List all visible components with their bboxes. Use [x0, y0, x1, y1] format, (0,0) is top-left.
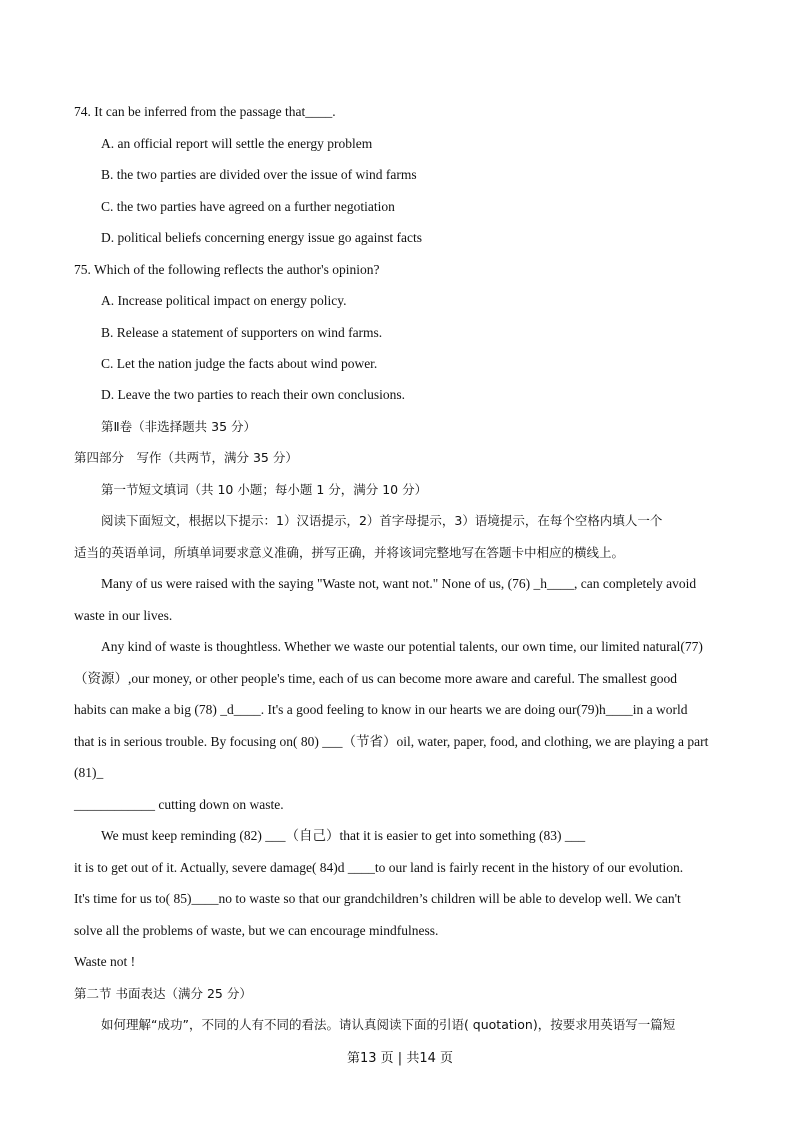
passage-line: （资源）,our money, or other people's time, each of us can become more aware and careful. The smallest good [74, 671, 677, 686]
q74-stem: 74. It can be inferred from the passage that____. [74, 104, 336, 119]
q74-option-c: C. the two parties have agreed on a further negotiation [101, 199, 395, 214]
passage-line: ____________ cutting down on waste. [74, 797, 284, 812]
passage-line: waste in our lives. [74, 608, 173, 623]
volume-2-heading: 第Ⅱ卷（非选择题共 35 分） [101, 419, 257, 434]
q74-option-b: B. the two parties are divided over the issue of wind farms [101, 167, 417, 182]
passage-line: We must keep reminding (82) ___（自己）that it is easier to get into something (83) ___ [101, 828, 586, 843]
passage-line: Any kind of waste is thoughtless. Whether we waste our potential talents, our own time, our limited natural(77) [101, 639, 703, 654]
q75-option-b: B. Release a statement of supporters on wind farms. [101, 325, 383, 340]
passage-line: Many of us were raised with the saying "Waste not, want not." None of us, (76) _h____, can completely avoid [101, 576, 697, 591]
section-2-text: 如何理解“成功”，不同的人有不同的看法。请认真阅读下面的引语( quotation)，按要求用英语写一篇短 [101, 1017, 676, 1032]
passage-line: that is in serious trouble. By focusing on( 80) ___（节省）oil, water, paper, food, and clothing, we are playing a part [74, 734, 709, 749]
q75-option-d: D. Leave the two parties to reach their own conclusions. [101, 387, 406, 402]
passage-line: solve all the problems of waste, but we can encourage mindfulness. [74, 923, 439, 938]
instructions-line-1: 阅读下面短文，根据以下提示：1）汉语提示，2）首字母提示，3）语境提示，在每个空格内填人一个 [101, 513, 663, 528]
q75-option-c: C. Let the nation judge the facts about wind power. [101, 356, 378, 371]
passage-line: it is to get out of it. Actually, severe damage( 84)d ____to our land is fairly recent in the history of our evolution. [74, 860, 684, 875]
passage-line: Waste not ! [74, 954, 136, 969]
q75-stem: 75. Which of the following reflects the author's opinion? [74, 262, 380, 277]
passage-line: habits can make a big (78) _d____. It's a good feeling to know in our hearts we are doing our(79)h____in a world [74, 702, 688, 717]
part-4-heading: 第四部分 写作（共两节，满分 35 分） [74, 450, 298, 465]
section-1-heading: 第一节短文填词（共 10 小题；每小题 1 分，满分 10 分） [101, 482, 428, 497]
q74-option-a: A. an official report will settle the energy problem [101, 136, 373, 151]
passage-line: (81)_ [74, 765, 104, 780]
page-footer: 第13 页 | 共14 页 [347, 1051, 453, 1066]
q74-option-d: D. political beliefs concerning energy issue go against facts [101, 230, 423, 245]
section-2-heading: 第二节 书面表达（满分 25 分） [74, 986, 252, 1001]
passage-line: It's time for us to( 85)____no to waste so that our grandchildren’s children will be able to develop well. We can't [74, 891, 681, 906]
instructions-line-2: 适当的英语单词，所填单词要求意义准确，拼写正确，并将该词完整地写在答题卡中相应的横线上。 [74, 545, 625, 560]
q75-option-a: A. Increase political impact on energy policy. [101, 293, 347, 308]
